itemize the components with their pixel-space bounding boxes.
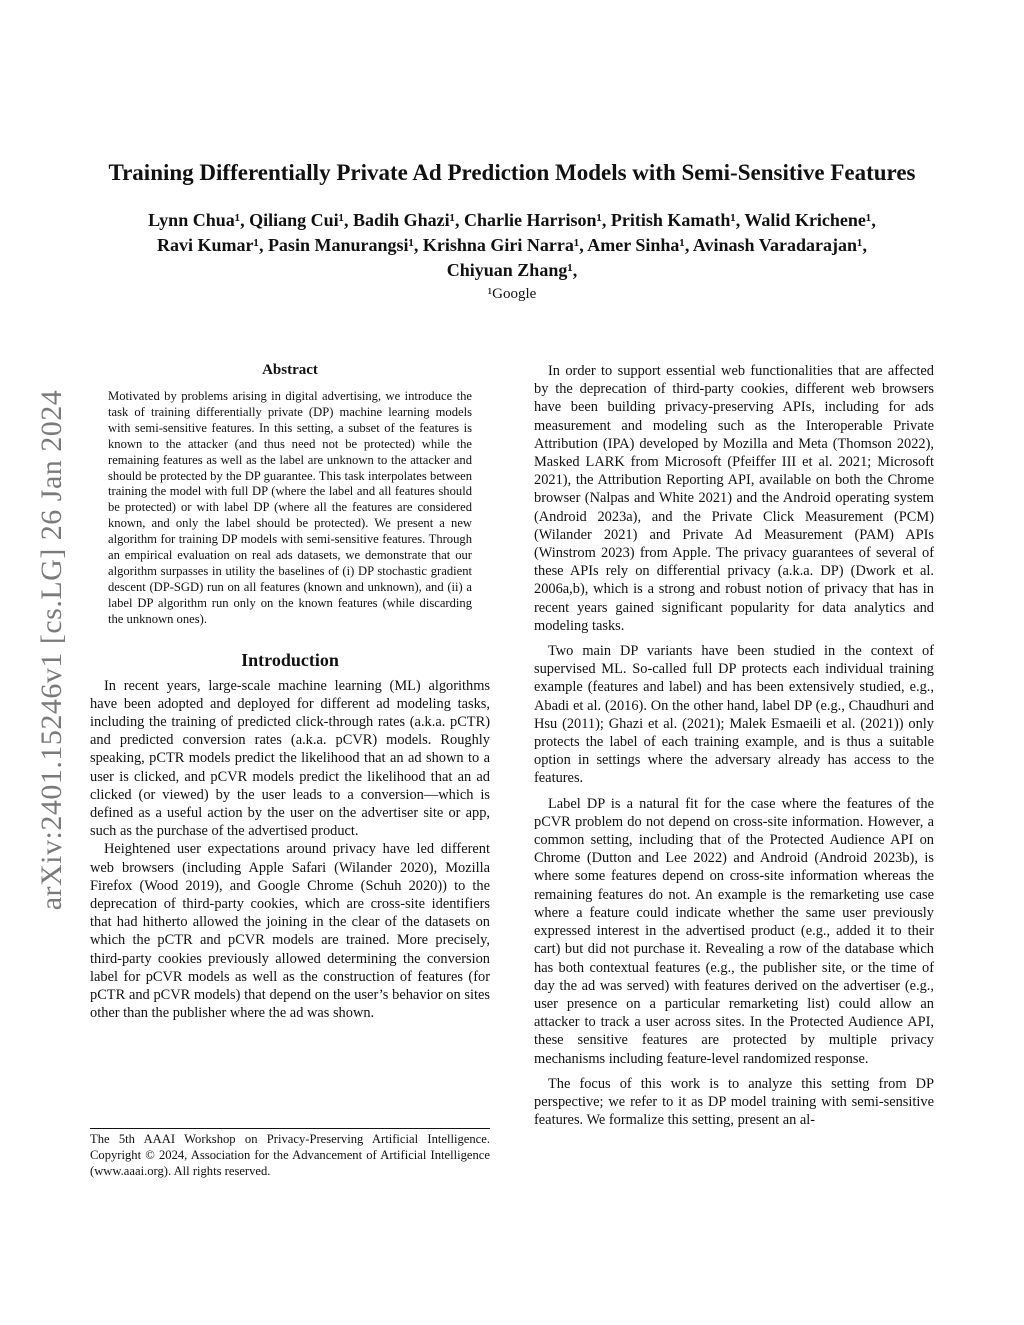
- right-paragraph-2: Two main DP variants have been studied in the context of supervised ML. So-called full DP protects each individual training example (features and label) and has been extensively studied, e.g., Abadi et al. (2016). On the other hand, label DP (e.g., Chaudhuri and Hsu (2011); Ghazi et al. (2021); Malek Esmaeili et al. (2021)) only protects the label of each training example, and is thus a suitable option in settings where the adversary already has access to the features.: [534, 643, 934, 787]
- intro-paragraph-2: Heightened user expectations around privacy have led different web browsers (including Apple Safari (Wilander 2020), Mozilla Firefox (Wood 2019), and Google Chrome (Schuh 2020)) to the deprecation of third-party cookies, which are cross-site identifiers that had hitherto allowed the joining in the clear of the datasets on which the pCTR and pCVR models are trained. More precisely, third-party cookies previously allowed determining the conversion label for pCVR models as well as the construction of features (for pCTR and pCVR models) that depend on the user’s behavior on sites other than the publisher where the ad was shown.: [90, 841, 490, 1022]
- affiliation: ¹Google: [487, 286, 537, 302]
- author-line-2: Ravi Kumar¹, Pasin Manurangsi¹, Krishna Giri Narra¹, Amer Sinha¹, Avinash Varadarajan¹,: [157, 235, 867, 255]
- arxiv-side-label: arXiv:2401.15246v1 [cs.LG] 26 Jan 2024: [35, 389, 68, 911]
- footnote-text: The 5th AAAI Workshop on Privacy-Preserving Artificial Intelligence. Copyright © 2024, Association for the Advancement of Artificial Intelligence (www.aaai.org). All rights reserved.: [90, 1132, 490, 1178]
- right-paragraph-4: The focus of this work is to analyze this setting from DP perspective; we refer to it as DP model training with semi-sensitive features. We formalize this setting, present an al-: [534, 1075, 934, 1129]
- copyright-footnote: [90, 1128, 490, 1180]
- introduction-heading: Introduction: [241, 649, 339, 670]
- abstract-text: Motivated by problems arising in digital advertising, we introduce the task of training differentially private (DP) machine learning models with semi-sensitive features. In this setting, a subset of the features is known to the attacker (and thus need not be protected) while the remaining features as well as the label are unknown to the attacker and should be protected by the DP guarantee. This task interpolates between training the model with full DP (where the label and all features should be protected) or with label DP (where all the features are considered known, and only the label should be protected). We present a new algorithm for training DP models with semi-sensitive features. Through an empirical evaluation on real ads datasets, we demonstrate that our algorithm surpasses in utility the baselines of (i) DP stochastic gradient descent (DP-SGD) run on all features (known and unknown), and (ii) a label DP algorithm run only on the known features (while discarding the unknown ones).: [108, 389, 472, 626]
- paper-title: Training Differentially Private Ad Prediction Models with Semi-Sensitive Features: [108, 160, 916, 185]
- abstract-heading: Abstract: [262, 362, 318, 378]
- author-line-1: Lynn Chua¹, Qiliang Cui¹, Badih Ghazi¹, Charlie Harrison¹, Pritish Kamath¹, Walid Krichene¹,: [148, 210, 876, 230]
- right-paragraph-1: In order to support essential web functionalities that are affected by the deprecation of third-party cookies, different web browsers have been building privacy-preserving APIs, including for ads measurement and modeling such as the Interoperable Private Attribution (IPA) developed by Mozilla and Meta (Thomson 2022), Masked LARK from Microsoft (Pfeiffer III et al. 2021; Microsoft 2021), the Attribution Reporting API, available on both the Chrome browser (Nalpas and White 2021) and the Android operating system (Android 2023a), and the Private Click Measurement (PCM) (Wilander 2021) and Private Ad Measurement (PAM) APIs (Winstrom 2023) from Apple. The privacy guarantees of several of these APIs rely on differential privacy (a.k.a. DP) (Dwork et al. 2006a,b), which is a strong and robust notion of privacy that has in recent years gained significant popularity for data analytics and modeling tasks.: [534, 363, 934, 634]
- intro-paragraph-1: In recent years, large-scale machine learning (ML) algorithms have been adopted and deployed for different ad modeling tasks, including the training of predicted click-through rates (a.k.a. pCTR) and predicted conversion rates (a.k.a. pCVR) models. Roughly speaking, pCTR models predict the likelihood that an ad shown to a user is clicked, and pCVR models predict the likelihood that an ad clicked (or viewed) by the user leads to a conversion—which is defined as a useful action by the user on the advertiser site or app, such as the purchase of the advertised product.: [90, 677, 490, 840]
- author-line-3: Chiyuan Zhang¹,: [446, 260, 578, 280]
- author-list: [90, 208, 934, 283]
- left-column: [90, 362, 490, 1022]
- right-paragraph-3: Label DP is a natural fit for the case where the features of the pCVR problem do not depend on cross-site information. However, a common setting, including that of the Protected Audience API on Chrome (Dutton and Lee 2022) and Android (Android 2023b), is where some features depend on cross-site information whereas the remaining features do not. An example is the remarketing use case where a feature could indicate whether the same user previously expressed interest in the advertised product (e.g., added it to their cart) but did not purchase it. Revealing a row of the database which has both contextual features (e.g., the publisher site, or the time of day the ad was served) with features derived on the advertiser (e.g., user presence on a particular remarketing list) could allow an attacker to track a user across sites. In the Protected Audience API, these sensitive features are protected by multiple privacy mechanisms including feature-level randomized response.: [534, 795, 934, 1067]
- right-column: [534, 362, 934, 1136]
